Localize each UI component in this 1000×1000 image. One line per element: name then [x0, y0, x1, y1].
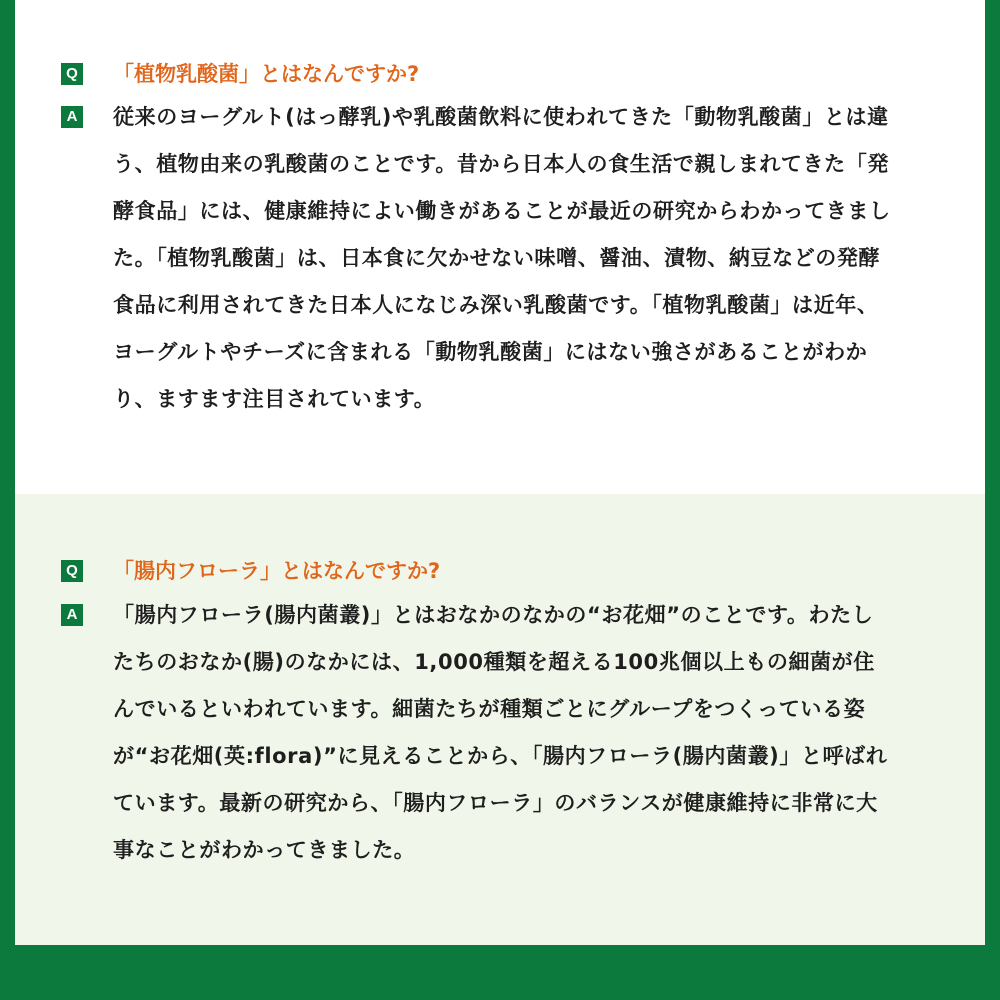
answer-text: 「腸内フローラ(腸内菌叢)」とはおなかのなかの“お花畑”のことです。わたしたちのおなか(腸)のなかには、1,000種類を超える100兆個以上もの細菌が住んでいるといわれています。細菌たちが種類ごとにグループをつくっている姿が“お花畑(英:flora)”に見えることから、「腸内フローラ(腸内菌叢)」と呼ばれています。最新の研究から、「腸内フローラ」のバランスが健康維持に非常に大事なことがわかってきました。 — [113, 603, 888, 862]
question-row — [61, 63, 945, 89]
answer-row — [61, 604, 945, 874]
faq-panel-1 — [15, 0, 985, 494]
answer-text: 従来のヨーグルト(はっ酵乳)や乳酸菌飲料に使われてきた「動物乳酸菌」とは違う、植物由来の乳酸菌のことです。昔から日本人の食生活で親しまれてきた「発酵食品」には、健康維持によい働きがあることが最近の研究からわかってきました。「植物乳酸菌」は、日本食に欠かせない味噌、醤油、漬物、納豆などの発酵食品に利用されてきた日本人になじみ深い乳酸菌です。「植物乳酸菌」は近年、ヨーグルトやチーズに含まれる「動物乳酸菌」にはない強さがあることがわかり、ますます注目されています。 — [113, 105, 891, 411]
question-row — [61, 560, 945, 586]
faq-panel-2 — [15, 494, 985, 945]
question-text: 「植物乳酸菌」とはなんですか? — [113, 62, 420, 86]
a-badge: A — [61, 106, 83, 128]
answer-row — [61, 106, 945, 423]
question-text: 「腸内フローラ」とはなんですか? — [113, 559, 441, 583]
q-badge: Q — [61, 63, 83, 85]
q-badge: Q — [61, 560, 83, 582]
a-badge: A — [61, 604, 83, 626]
